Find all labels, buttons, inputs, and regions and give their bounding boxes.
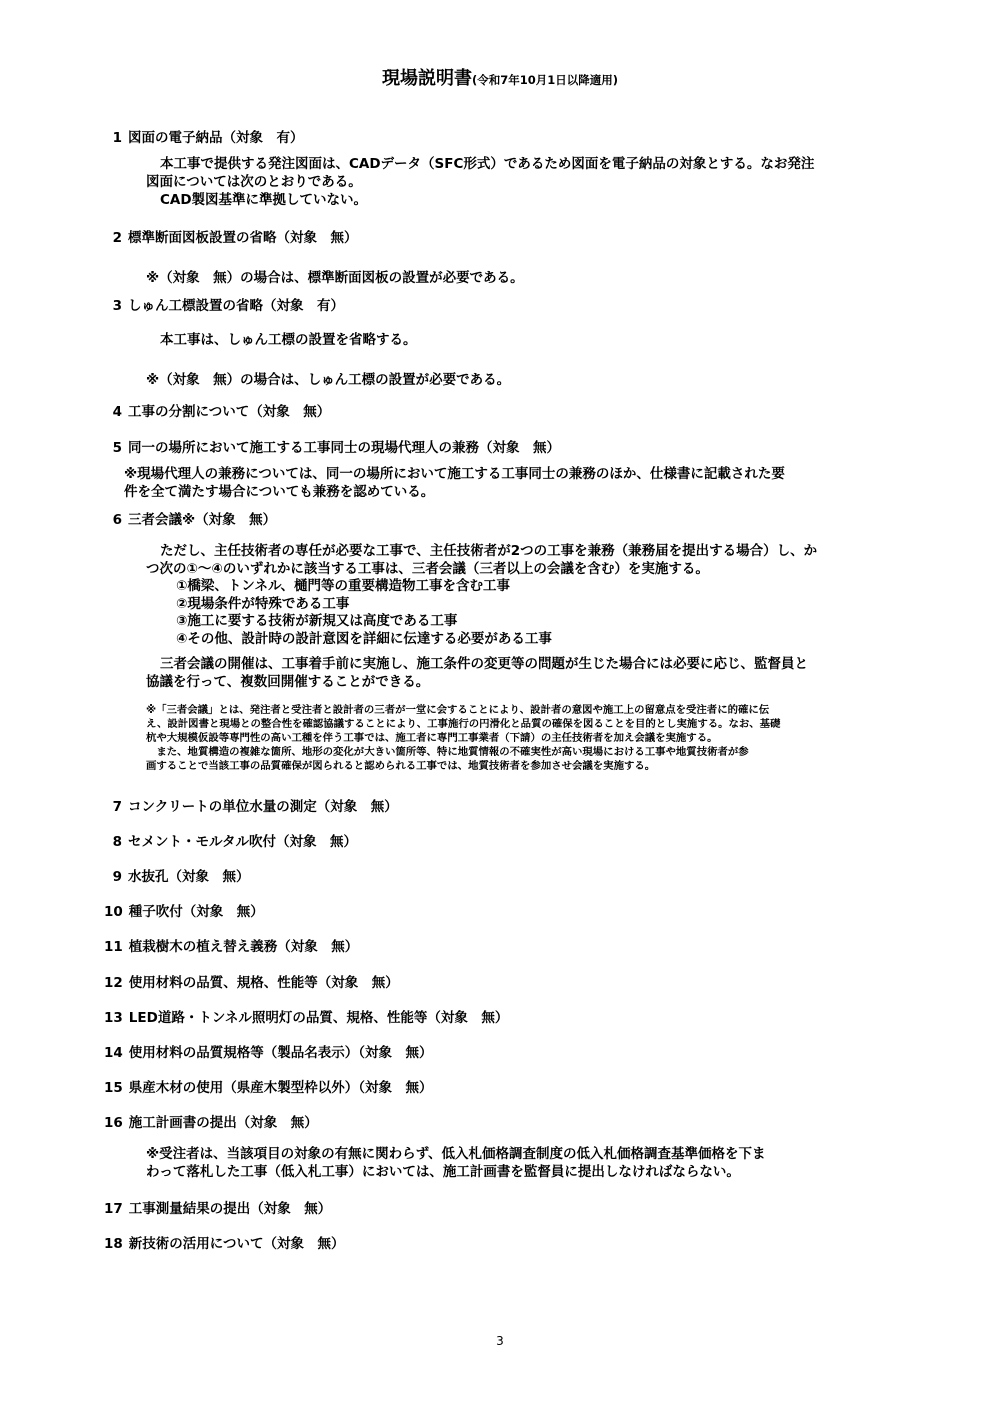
section-6-list-item: ①橋梁、トンネル、樋門等の重要構造物工事を含む工事 xyxy=(176,578,510,594)
section-number: 9 xyxy=(112,869,122,885)
section-number: 16 xyxy=(104,1115,123,1131)
section-6-footnote-line: え、設計図書と現場との整合性を確認協議することにより、工事施行の円滑化と品質の確保を図ることを目的とし実施する。なお、基礎 xyxy=(146,718,781,730)
section-title: 同一の場所において施工する工事同士の現場代理人の兼務（対象 無） xyxy=(128,440,560,456)
section-2-note: ※（対象 無）の場合は、標準断面図板の設置が必要である。 xyxy=(146,270,524,286)
section-heading-4 xyxy=(104,402,330,422)
section-heading-8 xyxy=(104,832,357,852)
title-subtitle: (令和7年10月1日以降適用) xyxy=(471,73,619,87)
section-heading-12 xyxy=(104,973,399,993)
section-title: LED道路・トンネル照明灯の品質、規格、性能等（対象 無） xyxy=(128,1010,509,1026)
section-title: 水抜孔（対象 無） xyxy=(128,869,250,885)
page-title xyxy=(0,64,1000,90)
section-heading-16 xyxy=(104,1113,318,1133)
section-6-text-line: ただし、主任技術者の専任が必要な工事で、主任技術者が2つの工事を兼務（兼務届を提出する場合）し、か xyxy=(160,543,818,559)
section-heading-15 xyxy=(104,1078,433,1098)
section-number: 14 xyxy=(104,1045,123,1061)
section-3-note: ※（対象 無）の場合は、しゅん工標の設置が必要である。 xyxy=(146,372,511,388)
section-number: 10 xyxy=(104,904,123,920)
section-title: 施工計画書の提出（対象 無） xyxy=(128,1115,318,1131)
section-6-text-line: 三者会議の開催は、工事着手前に実施し、施工条件の変更等の問題が生じた場合には必要に応じ、監督員と xyxy=(160,656,808,672)
section-title: 使用材料の品質、規格、性能等（対象 無） xyxy=(128,975,399,991)
section-heading-7 xyxy=(104,797,398,817)
section-16-note-line: ※受注者は、当該項目の対象の有無に関わらず、低入札価格調査制度の低入札価格調査基準価格を下ま xyxy=(146,1146,766,1162)
section-title: 標準断面図板設置の省略（対象 無） xyxy=(128,230,358,246)
section-number: 7 xyxy=(112,799,122,815)
title-main: 現場説明書 xyxy=(381,68,472,89)
section-heading-17 xyxy=(104,1199,331,1219)
section-heading-14 xyxy=(104,1043,433,1063)
section-number: 15 xyxy=(104,1080,123,1096)
section-heading-3 xyxy=(104,296,344,316)
section-heading-5 xyxy=(104,438,560,458)
section-title: セメント・モルタル吹付（対象 無） xyxy=(128,834,357,850)
section-6-text-line: 協議を行って、複数回開催することができる。 xyxy=(146,674,430,690)
section-number: 6 xyxy=(112,512,122,528)
section-5-text-line: 件を全て満たす場合についても兼務を認めている。 xyxy=(124,484,435,500)
section-6-text-line: つ次の①～④のいずれかに該当する工事は、三者会議（三者以上の会議を含む）を実施する。 xyxy=(146,561,709,577)
section-1-text-line: CAD製図基準に準拠していない。 xyxy=(160,192,368,208)
section-title: 植栽樹木の植え替え義務（対象 無） xyxy=(128,939,359,955)
section-title: 新技術の活用について（対象 無） xyxy=(128,1236,345,1252)
section-title: 工事測量結果の提出（対象 無） xyxy=(128,1201,332,1217)
section-title: 県産木材の使用（県産木製型枠以外）（対象 無） xyxy=(128,1080,433,1096)
section-heading-18 xyxy=(104,1234,345,1254)
section-number: 5 xyxy=(112,440,122,456)
section-number: 17 xyxy=(104,1201,123,1217)
section-number: 13 xyxy=(104,1010,123,1026)
page-number: 3 xyxy=(496,1334,504,1348)
section-heading-2 xyxy=(104,228,358,248)
section-16-note-line: わって落札した工事（低入札工事）においては、施工計画書を監督員に提出しなければならない。 xyxy=(146,1164,740,1180)
section-number: 12 xyxy=(104,975,123,991)
section-heading-10 xyxy=(104,902,264,922)
section-number: 18 xyxy=(104,1236,123,1252)
section-heading-13 xyxy=(104,1008,508,1028)
section-title: コンクリートの単位水量の測定（対象 無） xyxy=(128,799,398,815)
section-heading-1 xyxy=(104,128,304,148)
section-number: 3 xyxy=(112,298,122,314)
section-6-footnote-line: また、地質構造の複雑な箇所、地形の変化が大きい箇所等、特に地質情報の不確実性が高い現場における工事や地質技術者が参 xyxy=(146,746,749,758)
section-6-footnote-line: ※「三者会議」とは、発注者と受注者と設計者の三者が一堂に会することにより、設計者の意図や施工上の留意点を受注者に的確に伝 xyxy=(146,704,770,716)
section-title: 三者会議※（対象 無） xyxy=(128,512,277,528)
section-title: 種子吹付（対象 無） xyxy=(128,904,264,920)
section-title: 使用材料の品質規格等（製品名表示）（対象 無） xyxy=(128,1045,433,1061)
section-5-text-line: ※現場代理人の兼務については、同一の場所において施工する工事同士の兼務のほか、仕様書に記載された要 xyxy=(124,466,785,482)
section-number: 8 xyxy=(112,834,122,850)
section-6-footnote-line: 杭や大規模仮設等専門性の高い工種を伴う工事では、施工者に専門工事業者（下請）の主任技術者を加え会議を実施する。 xyxy=(146,732,718,744)
section-number: 2 xyxy=(112,230,122,246)
section-title: しゅん工標設置の省略（対象 有） xyxy=(128,298,344,314)
section-6-footnote-line: 画することで当該工事の品質確保が図られると認められる工事では、地質技術者を参加させ会議を実施する。 xyxy=(146,760,656,772)
section-6-list-item: ④その他、設計時の設計意図を詳細に伝達する必要がある工事 xyxy=(176,631,552,647)
section-heading-6 xyxy=(104,510,276,530)
section-heading-9 xyxy=(104,867,250,887)
section-1-text-line: 本工事で提供する発注図面は、CADデータ（SFC形式）であるため図面を電子納品の対象とする。なお発注 xyxy=(160,156,815,172)
section-6-list-item: ③施工に要する技術が新規又は高度である工事 xyxy=(176,613,458,629)
section-number: 11 xyxy=(104,939,123,955)
section-heading-11 xyxy=(104,937,358,957)
section-title: 工事の分割について（対象 無） xyxy=(128,404,331,420)
section-number: 4 xyxy=(112,404,122,420)
section-3-text-line: 本工事は、しゅん工標の設置を省略する。 xyxy=(160,332,417,348)
section-1-text-line: 図面については次のとおりである。 xyxy=(146,174,362,190)
section-number: 1 xyxy=(112,130,122,146)
section-title: 図面の電子納品（対象 有） xyxy=(128,130,304,146)
section-6-list-item: ②現場条件が特殊である工事 xyxy=(176,596,350,612)
